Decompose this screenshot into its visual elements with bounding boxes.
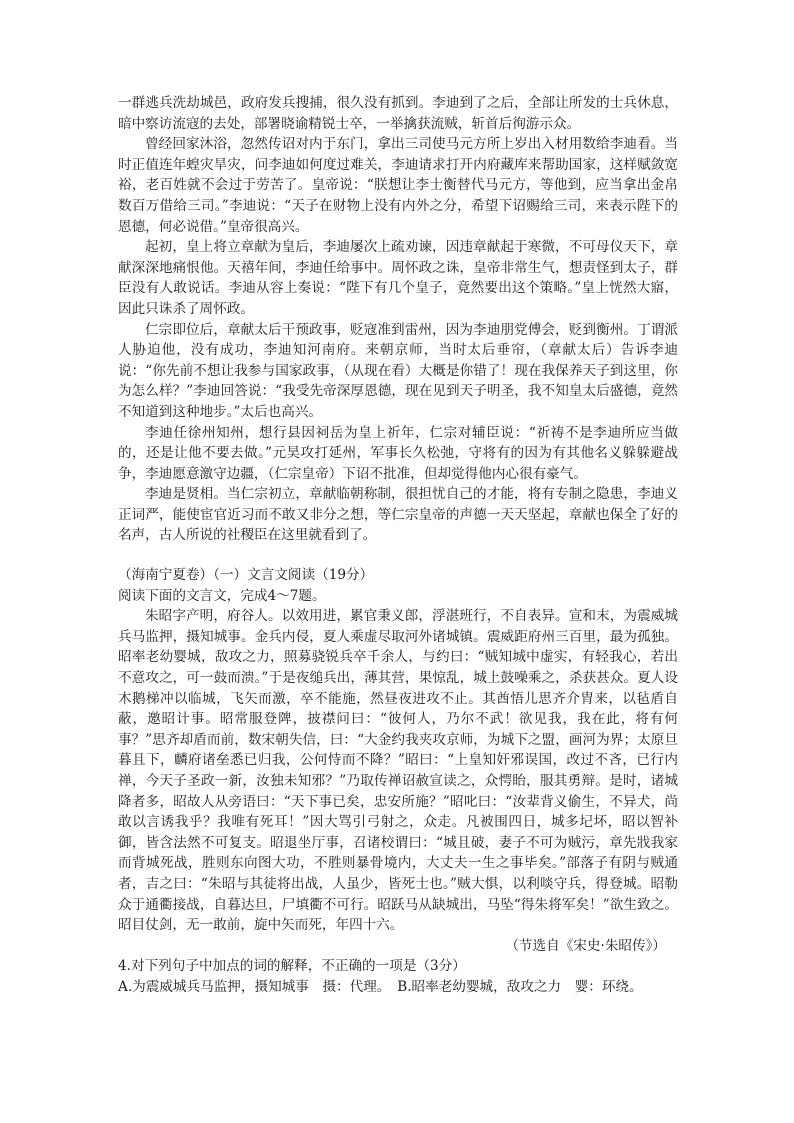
classical-passage: 朱昭字产明，府谷人。以效用进，累官秉义郎，浮湛班行，不自表异。宣和末，为震威城兵马监押，摄知城事。金兵内侵，夏人乘虚尽取河外诸城镇。震威距府州三百里，最为孤独。昭率老幼婴城，敌攻之力，照募骁锐兵卒千余人，与约曰：“贼知城中虚实，有轻我心，若出不意攻之，可一鼓而溃。”于是夜缒兵出，薄其营，果惊乱，城上鼓噪乘之，杀获甚众。夏人设木鹅梯冲以临城，飞矢而激，卒不能施，然昼夜进攻不止。其酋悟儿思齐介胄来，以毡盾自蔽，邀昭计事。昭常服登陴，披襟问曰：“彼何人，乃尔不武！欲见我，我在此，将有何事？”思齐却盾而前，数宋朝失信，曰：“大金约我夹攻京师，为城下之盟，画河为界；太原旦暮且下，麟府诸垒悉已归我，公何恃而不降？”昭曰：“上皇知奸邪误国，改过不吝，已行内禅，今天子圣政一新，汝独未知邪？”乃取传禅诏赦宣读之，众愕眙，服其勇辩。是时，诸城降者多，昭故人从旁语曰：“天下事已矣，忠安所施？”昭叱曰：“汝辈背义偷生，不异犬，尚敢以言诱我乎？我唯有死耳！”因大骂引弓射之，众走。凡被围四日，城多圮坏，昭以智补御，皆含法然不可复支。昭退坐厅事，召诸校谓曰：“城且破，妻子不可为贼污，章先戕我家而背城死战，胜则东向图大功，不胜则暴骨境内，大丈夫一生之事毕矣。”部落子有阴与贼通者，吉之曰：“朱昭与其徒将出战，人虽少，皆死士也。”贼大惧，以利啖守兵，得登城。昭勒众于通衢接战，自暮达旦，尸填衢不可行。昭跃马从缺城出，马坠“得朱将军矣！”欲生致之。昭目仗剑，无一敢前，旋中矢而死，年四十六。	[118, 608, 678, 934]
source-citation: （节选自《宋史·朱昭传》）	[505, 937, 666, 954]
question-4: 4.对下列句子中加点的词的解释，不正确的一项是（3分）	[118, 958, 466, 975]
section-gap	[118, 546, 678, 565]
translation-paragraph-5: 李迪任徐州知州，想行县因祠岳为皇上祈年，仁宗对辅臣说：“祈祷不是李迪所应当做的，还是让他不要去做。”元昊攻打延州，军事长久松弛，守将有的因为有其他名义躲躲避战争，李迪愿意激守边疆，（仁宗皇帝）下诏不批准，但却觉得他内心很有豪气。	[118, 424, 678, 482]
question-4-options: A.为震威城兵马监押，摄知城事 摄：代理。 B.昭率老幼婴城，敌攻之力 婴：环绕。	[118, 978, 643, 995]
section-heading: （海南宁夏卷）（一）文言文阅读（19分）	[118, 567, 374, 584]
instruction-line: 阅读下面的文言文，完成4～7题。	[118, 587, 326, 604]
translation-paragraph-2: 曾经回家沐浴，忽然传诏对内于东门，拿出三司使马元方所上岁出入材用数给李迪看。当时正值连年蝗灾旱灾，问李迪如何度过难关，李迪请求打开内府藏库来帮助国家，这样赋敛宽裕，老百姓就不会过于劳苦了。皇帝说：“朕想让李士衡替代马元方，等他到，应当拿出金帛数百万借给三司。”李迪说：“天子在财物上没有内外之分，希望下诏赐给三司，来表示陛下的恩德，何必说借。”皇帝很高兴。	[118, 136, 678, 235]
translation-paragraph-3: 起初，皇上将立章献为皇后，李迪屡次上疏劝谏，因违章献起于寒微，不可母仪天下，章献深深地痛恨他。天禧年间，李迪任给事中。周怀政之诛，皇帝非常生气，想责怪到太子，群臣没有人敢说话。李迪从容上奏说：“陛下有几个皇子，竟然要出这个策略。”皇上恍然大寤，因此只诛杀了周怀政。	[118, 239, 678, 317]
document-page	[118, 93, 678, 998]
translation-paragraph-6: 李迪是贤相。当仁宗初立，章献临朝称制，很担忧自己的才能，将有专制之隐患，李迪义正词严，能使宦官近习而不敢又非分之想，等仁宗皇帝的声德一天天坚起，章献也保全了好的名声，古人所说的社稷臣在这里就看到了。	[118, 486, 678, 544]
translation-paragraph-1: 一群逃兵洗劫城邑，政府发兵搜捕，很久没有抓到。李迪到了之后，全部让所发的士兵休息，暗中察访流寇的去处，部署晓谕精锐士卒，一举擒获流贼，斩首后徇游示众。	[118, 95, 678, 132]
translation-paragraph-4: 仁宗即位后，章献太后干预政事，贬寇准到雷州，因为李迪朋党傅会，贬到衡州。丁谓派人胁迫他，没有成功，李迪知河南府。来朝京师，当时太后垂帘，（章献太后）告诉李迪说：“你先前不想让我参与国家政事，（从现在看）大概是你错了！现在我保养天子到这里，你为怎么样？”李迪回答说：“我受先帝深厚恩德，现在见到天子明圣，我不知皇太后盛德，竟然不知道到这种地步。”太后也高兴。	[118, 321, 678, 420]
